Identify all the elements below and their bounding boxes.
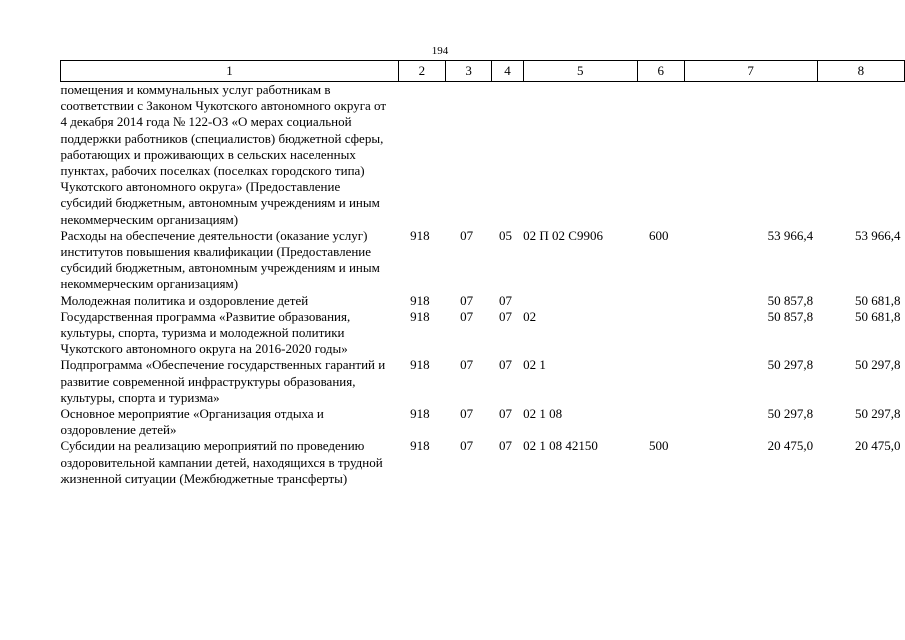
row-ministry-code: [399, 82, 446, 228]
row-ministry-code: 918: [410, 438, 430, 454]
header-row: [61, 61, 905, 82]
row-amount-8: [817, 82, 904, 228]
row-expense-type: 500: [649, 438, 669, 454]
table-row: [61, 357, 905, 406]
row-section-code: 07: [460, 357, 474, 373]
row-amount-8: 50 681,8: [855, 308, 901, 324]
row-ministry-code: 918: [410, 308, 430, 324]
row-subsection-code: 05: [499, 227, 512, 243]
row-section-code: [445, 82, 492, 228]
row-amount-7: 50 297,8: [767, 357, 814, 373]
row-name: Основное мероприятие «Организация отдыха и оздоровление детей»: [60, 406, 324, 438]
table-row: [61, 438, 905, 487]
table-row: [61, 293, 905, 309]
budget-table: [60, 60, 905, 487]
row-expense-type: [637, 309, 684, 358]
row-amount-8: 50 297,8: [855, 406, 901, 422]
header-col-7: 7: [684, 61, 817, 82]
table-row: [61, 406, 905, 438]
row-amount-7: 50 297,8: [767, 406, 814, 422]
row-ministry-code: 918: [410, 292, 430, 308]
header-col-6: 6: [637, 61, 684, 82]
row-name: Расходы на обеспечение деятельности (оказание услуг) институтов повышения квалификации (Предоставление субсидий бюджетным, автономным учреждениям и иным некоммерческим организациям): [60, 227, 380, 292]
table-row: [61, 82, 905, 228]
row-name: помещения и коммунальных услуг работникам в соответствии с Законом Чукотского автономного округа от 4 декабря 2014 года № 122-ОЗ «О мерах социальной поддержки работников (специалистов) бюджетной сферы, работающих и проживающих в сельских населенных пунктах, рабочих поселках (поселках городского типа) Чукотского автономного округа» (Предоставление субсидий бюджетным, автономным учреждениям и иным некоммерческим организациям): [60, 82, 387, 227]
row-subsection-code: 07: [499, 292, 512, 308]
row-name: Молодежная политика и оздоровление детей: [60, 292, 309, 308]
row-target-article: 02 1 08 42150: [523, 438, 598, 454]
row-amount-7: 50 857,8: [767, 308, 814, 324]
row-expense-type: 600: [649, 227, 669, 243]
row-target-article: 02 1 08: [523, 406, 563, 422]
table-row: [61, 228, 905, 293]
row-amount-7: 50 857,8: [767, 292, 814, 308]
row-amount-7: 53 966,4: [767, 227, 814, 243]
header-col-3: 3: [445, 61, 492, 82]
row-subsection-code: [492, 82, 523, 228]
row-amount-8: 53 966,4: [855, 227, 901, 243]
header-col-5: 5: [523, 61, 637, 82]
row-target-article: 02: [523, 308, 537, 324]
row-subsection-code: 07: [499, 357, 512, 373]
header-col-2: 2: [399, 61, 446, 82]
row-section-code: 07: [460, 406, 474, 422]
row-name: Подпрограмма «Обеспечение государственных гарантий и развитие современной инфраструктуры образования, культуры, спорта и туризма»: [60, 357, 386, 405]
row-amount-8: 50 681,8: [855, 292, 901, 308]
row-section-code: 07: [460, 438, 474, 454]
row-expense-type: [637, 406, 684, 438]
row-name: Государственная программа «Развитие образования, культуры, спорта, туризма и молодежной политики Чукотского автономного округа на 2016-2020 годы»: [60, 308, 351, 357]
row-ministry-code: 918: [410, 357, 430, 373]
row-expense-type: [637, 357, 684, 406]
table-row: [61, 309, 905, 358]
row-expense-type: [637, 293, 684, 309]
row-amount-7: 20 475,0: [767, 438, 814, 454]
row-section-code: 07: [460, 292, 474, 308]
row-subsection-code: 07: [499, 308, 512, 324]
header-col-1: 1: [61, 61, 399, 82]
row-subsection-code: 07: [499, 438, 512, 454]
row-ministry-code: 918: [410, 227, 430, 243]
row-target-article: [523, 82, 637, 228]
row-target-article: [523, 293, 637, 309]
row-section-code: 07: [460, 227, 474, 243]
row-amount-7: [684, 82, 817, 228]
row-section-code: 07: [460, 308, 474, 324]
page-number: 194: [431, 45, 449, 57]
row-amount-8: 20 475,0: [855, 438, 901, 454]
header-col-4: 4: [492, 61, 523, 82]
row-target-article: 02 1: [523, 357, 546, 373]
row-expense-type: [637, 82, 684, 228]
row-amount-8: 50 297,8: [855, 357, 901, 373]
row-subsection-code: 07: [499, 406, 512, 422]
header-col-8: 8: [817, 61, 904, 82]
row-target-article: 02 П 02 С9906: [523, 227, 603, 243]
row-name: Субсидии на реализацию мероприятий по проведению оздоровительной кампании детей, находящихся в трудной жизненной ситуации (Межбюджетные трансферты): [60, 438, 383, 486]
row-ministry-code: 918: [410, 406, 430, 422]
